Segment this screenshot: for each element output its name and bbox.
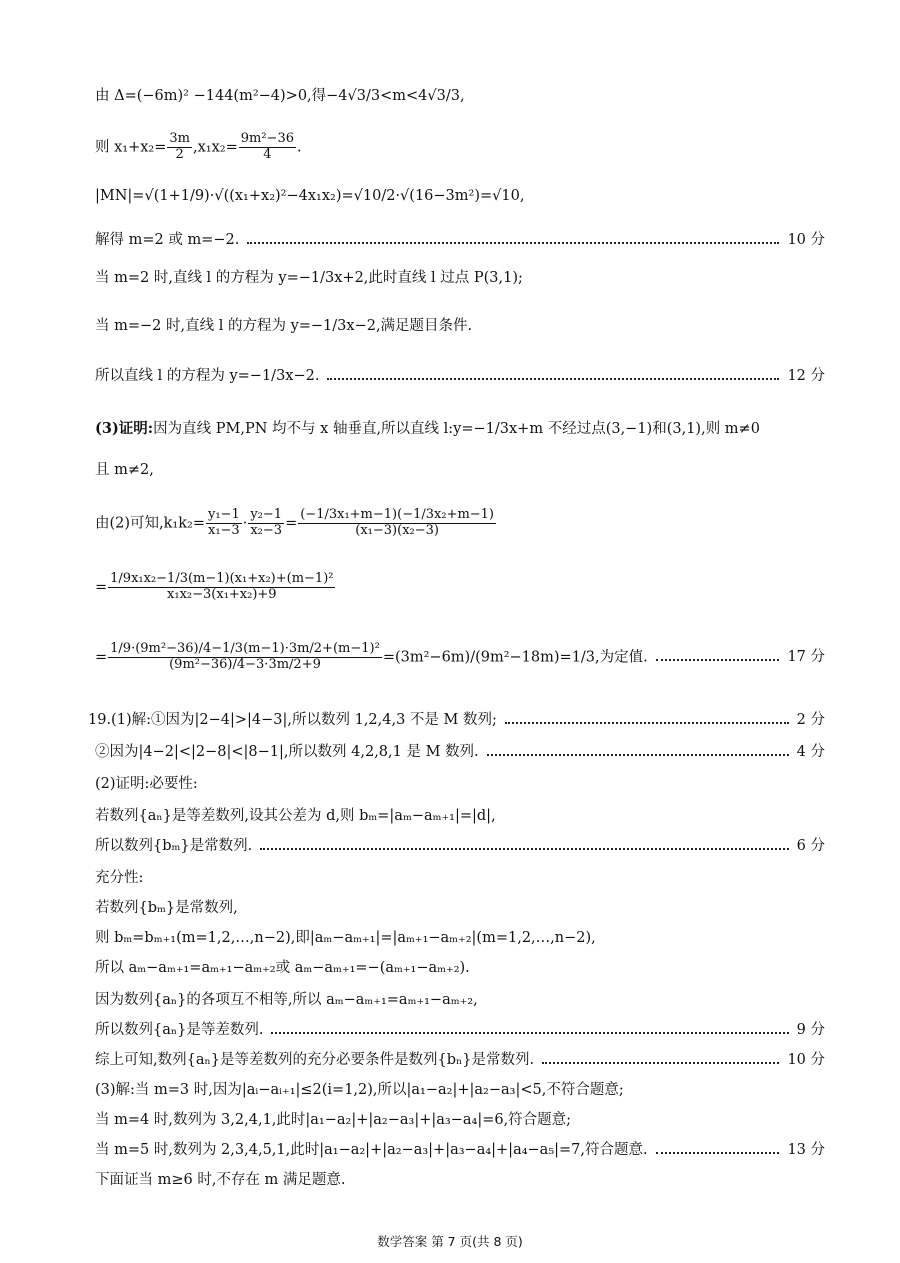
score-6: 6 分 bbox=[796, 838, 825, 854]
line-19-m5 bbox=[95, 1142, 825, 1159]
score-4: 4 分 bbox=[796, 744, 825, 760]
line-19-m3: (3)解:当 m=3 时,因为|aᵢ−aᵢ₊₁|≤2(i=1,2),所以|a₁−a₂|+|a₂−a₃|<5,不符合题意; bbox=[95, 1082, 624, 1098]
line-19-summary bbox=[95, 1052, 825, 1069]
frac-k2-num: y₂−1 bbox=[250, 507, 283, 522]
line-19-bconst: 若数列{bₘ}是常数列, bbox=[95, 900, 238, 916]
line-discriminant: 由 Δ=(−6m)² −144(m²−4)>0,得−4√3/3<m<4√3/3, bbox=[95, 88, 465, 104]
frac-k1-den: x₁−3 bbox=[208, 522, 240, 538]
q19-5-text: 所以数列{bₘ}是常数列. bbox=[95, 838, 253, 854]
line-19-2 bbox=[95, 744, 825, 761]
frac-sum bbox=[167, 132, 192, 163]
frac-k1k2-expanded bbox=[298, 508, 496, 539]
frac-step3-den: (9m²−36)/4−3·3m/2+9 bbox=[169, 656, 321, 672]
frac-k1 bbox=[206, 508, 242, 539]
line-19-necessity: (2)证明:必要性: bbox=[95, 776, 198, 792]
q19-2-text: ②因为|4−2|<|2−8|<|8−1|,所以数列 4,2,8,1 是 M 数列. bbox=[95, 744, 479, 760]
frac-sum-den: 2 bbox=[175, 146, 184, 162]
frac-step2 bbox=[108, 572, 335, 603]
frac-step3-num: 1/9·(9m²−36)/4−1/3(m−1)·3m/2+(m−1)² bbox=[110, 641, 380, 656]
conclusion-l-text: 所以直线 l 的方程为 y=−1/3x−2. bbox=[95, 368, 320, 384]
line-vieta: 则 x₁+x₂= $\frac{3m}{2}$ ,x₁x₂= $\frac{\text{9m²−36}}{4}$ . bbox=[95, 131, 302, 162]
line-case-m-neg2: 当 m=−2 时,直线 l 的方程为 y=−1/3x−2,满足题目条件. bbox=[95, 318, 473, 334]
frac-step2-den: x₁x₂−3(x₁+x₂)+9 bbox=[167, 586, 277, 602]
frac-k1-num: y₁−1 bbox=[208, 507, 240, 522]
frac-k1k2-den: (x₁−3)(x₂−3) bbox=[355, 522, 439, 538]
frac-k1k2-num: (−1/3x₁+m−1)(−1/3x₂+m−1) bbox=[300, 507, 495, 522]
solve-m-text: 解得 m=2 或 m=−2. bbox=[95, 232, 240, 248]
line-case-m2: 当 m=2 时,直线 l 的方程为 y=−1/3x+2,此时直线 l 过点 P(3,1); bbox=[95, 270, 523, 286]
line-19-bm: 则 bₘ=bₘ₊₁(m=1,2,…,n−2),即|aₘ−aₘ₊₁|=|aₘ₊₁−aₘ₊₂|(m=1,2,…,n−2), bbox=[95, 930, 596, 946]
score-10: 10 分 bbox=[787, 232, 825, 248]
vieta-mid: ,x₁x₂= bbox=[193, 139, 238, 156]
vieta-prefix: 则 x₁+x₂= bbox=[95, 139, 167, 156]
line-19-am: 所以 aₘ−aₘ₊₁=aₘ₊₁−aₘ₊₂或 aₘ−aₘ₊₁=−(aₘ₊₁−aₘ₊₂). bbox=[95, 960, 470, 976]
score-17: 17 分 bbox=[787, 649, 825, 666]
line-19-arith: 若数列{aₙ}是等差数列,设其公差为 d,则 bₘ=|aₘ−aₘ₊₁|=|d|, bbox=[95, 808, 496, 824]
score-2: 2 分 bbox=[796, 712, 825, 728]
line-conclusion-l bbox=[95, 368, 825, 385]
page-footer: 数学答案 第 7 页(共 8 页) bbox=[377, 1234, 523, 1249]
line-19-1 bbox=[88, 712, 825, 729]
line-step2: = $\frac{\text{1/9x₁x₂−1/3(m−1)(x₁+x₂)+(m−1)²}}{\text{x₁x₂−3(x₁+x₂)+9}}$ bbox=[95, 571, 334, 602]
frac-step3 bbox=[108, 642, 382, 673]
line-solve-m bbox=[95, 232, 825, 249]
line-19-sufficiency: 充分性: bbox=[95, 870, 144, 886]
proof-3-text: 因为直线 PM,PN 均不与 x 轴垂直,所以直线 l:y=−1/3x+m 不经过点(3,−1)和(3,1),则 m≠0 bbox=[153, 421, 760, 437]
line-19-arith2 bbox=[95, 1022, 825, 1039]
score-12: 12 分 bbox=[787, 368, 825, 384]
q19-12-text: 综上可知,数列{aₙ}是等差数列的充分必要条件是数列{bₙ}是常数列. bbox=[95, 1052, 535, 1068]
line-19-m4: 当 m=4 时,数列为 3,2,4,1,此时|a₁−a₂|+|a₂−a₃|+|a₃−a₄|=6,符合题意; bbox=[95, 1112, 572, 1128]
frac-product bbox=[239, 132, 296, 163]
frac-k2-den: x₂−3 bbox=[250, 522, 283, 538]
q19-15-text: 当 m=5 时,数列为 2,3,4,5,1,此时|a₁−a₂|+|a₂−a₃|+|a₃−a₄|+|a₄−a₅|=7,符合题意. bbox=[95, 1142, 648, 1158]
q19-1-text: 19.(1)解:①因为|2−4|>|4−3|,所以数列 1,2,4,3 不是 M 数列; bbox=[88, 712, 497, 728]
frac-sum-num: 3m bbox=[169, 131, 190, 146]
score-13: 13 分 bbox=[787, 1142, 825, 1158]
line-19-m6: 下面证当 m≥6 时,不存在 m 满足题意. bbox=[95, 1172, 346, 1188]
line-step3: = $\frac{\text{1/9·(9m²−36)/4−1/3(m−1)·3m/2+(m−1)²}}{\text{(9m²−36)/4−3·3m/2+9}}$ =(3m²−6m)/(9m²−18m)=1/3,为定值. 17 分 bbox=[95, 641, 825, 672]
k1k2-prefix: 由(2)可知,k₁k₂= bbox=[95, 515, 205, 532]
frac-product-den: 4 bbox=[263, 146, 272, 162]
q19-11-text: 所以数列{aₙ}是等差数列. bbox=[95, 1022, 264, 1038]
frac-step2-num: 1/9x₁x₂−1/3(m−1)(x₁+x₂)+(m−1)² bbox=[110, 571, 334, 586]
line-proof-3 bbox=[95, 420, 760, 438]
line-19-distinct: 因为数列{aₙ}的各项互不相等,所以 aₘ−aₘ₊₁=aₘ₊₁−aₘ₊₂, bbox=[95, 992, 478, 1008]
score-9: 9 分 bbox=[796, 1022, 825, 1038]
step3-tail: =(3m²−6m)/(9m²−18m)=1/3,为定值. bbox=[382, 649, 648, 666]
line-chord-length: |MN|=√(1+1/9)·√((x₁+x₂)²−4x₁x₂)=√10/2·√(16−3m²)=√10, bbox=[95, 188, 525, 204]
proof-label: (3)证明: bbox=[95, 420, 154, 437]
frac-k2 bbox=[248, 508, 284, 539]
line-19-const bbox=[95, 838, 825, 855]
score-10b: 10 分 bbox=[787, 1052, 825, 1068]
line-k1k2: 由(2)可知,k₁k₂= $\frac{\text{y₁−1}}{\text{x₁−3}}$ · $\frac{\text{y₂−1}}{\text{x₂−3}}$ = $\frac{\text{(−1/3x₁+m−1)(−1/3x₂+m−1)}}{\text{(x₁−3)(x₂−3)}}$ bbox=[95, 507, 495, 538]
frac-product-num: 9m²−36 bbox=[240, 131, 294, 146]
line-m-not-2: 且 m≠2, bbox=[95, 462, 154, 478]
